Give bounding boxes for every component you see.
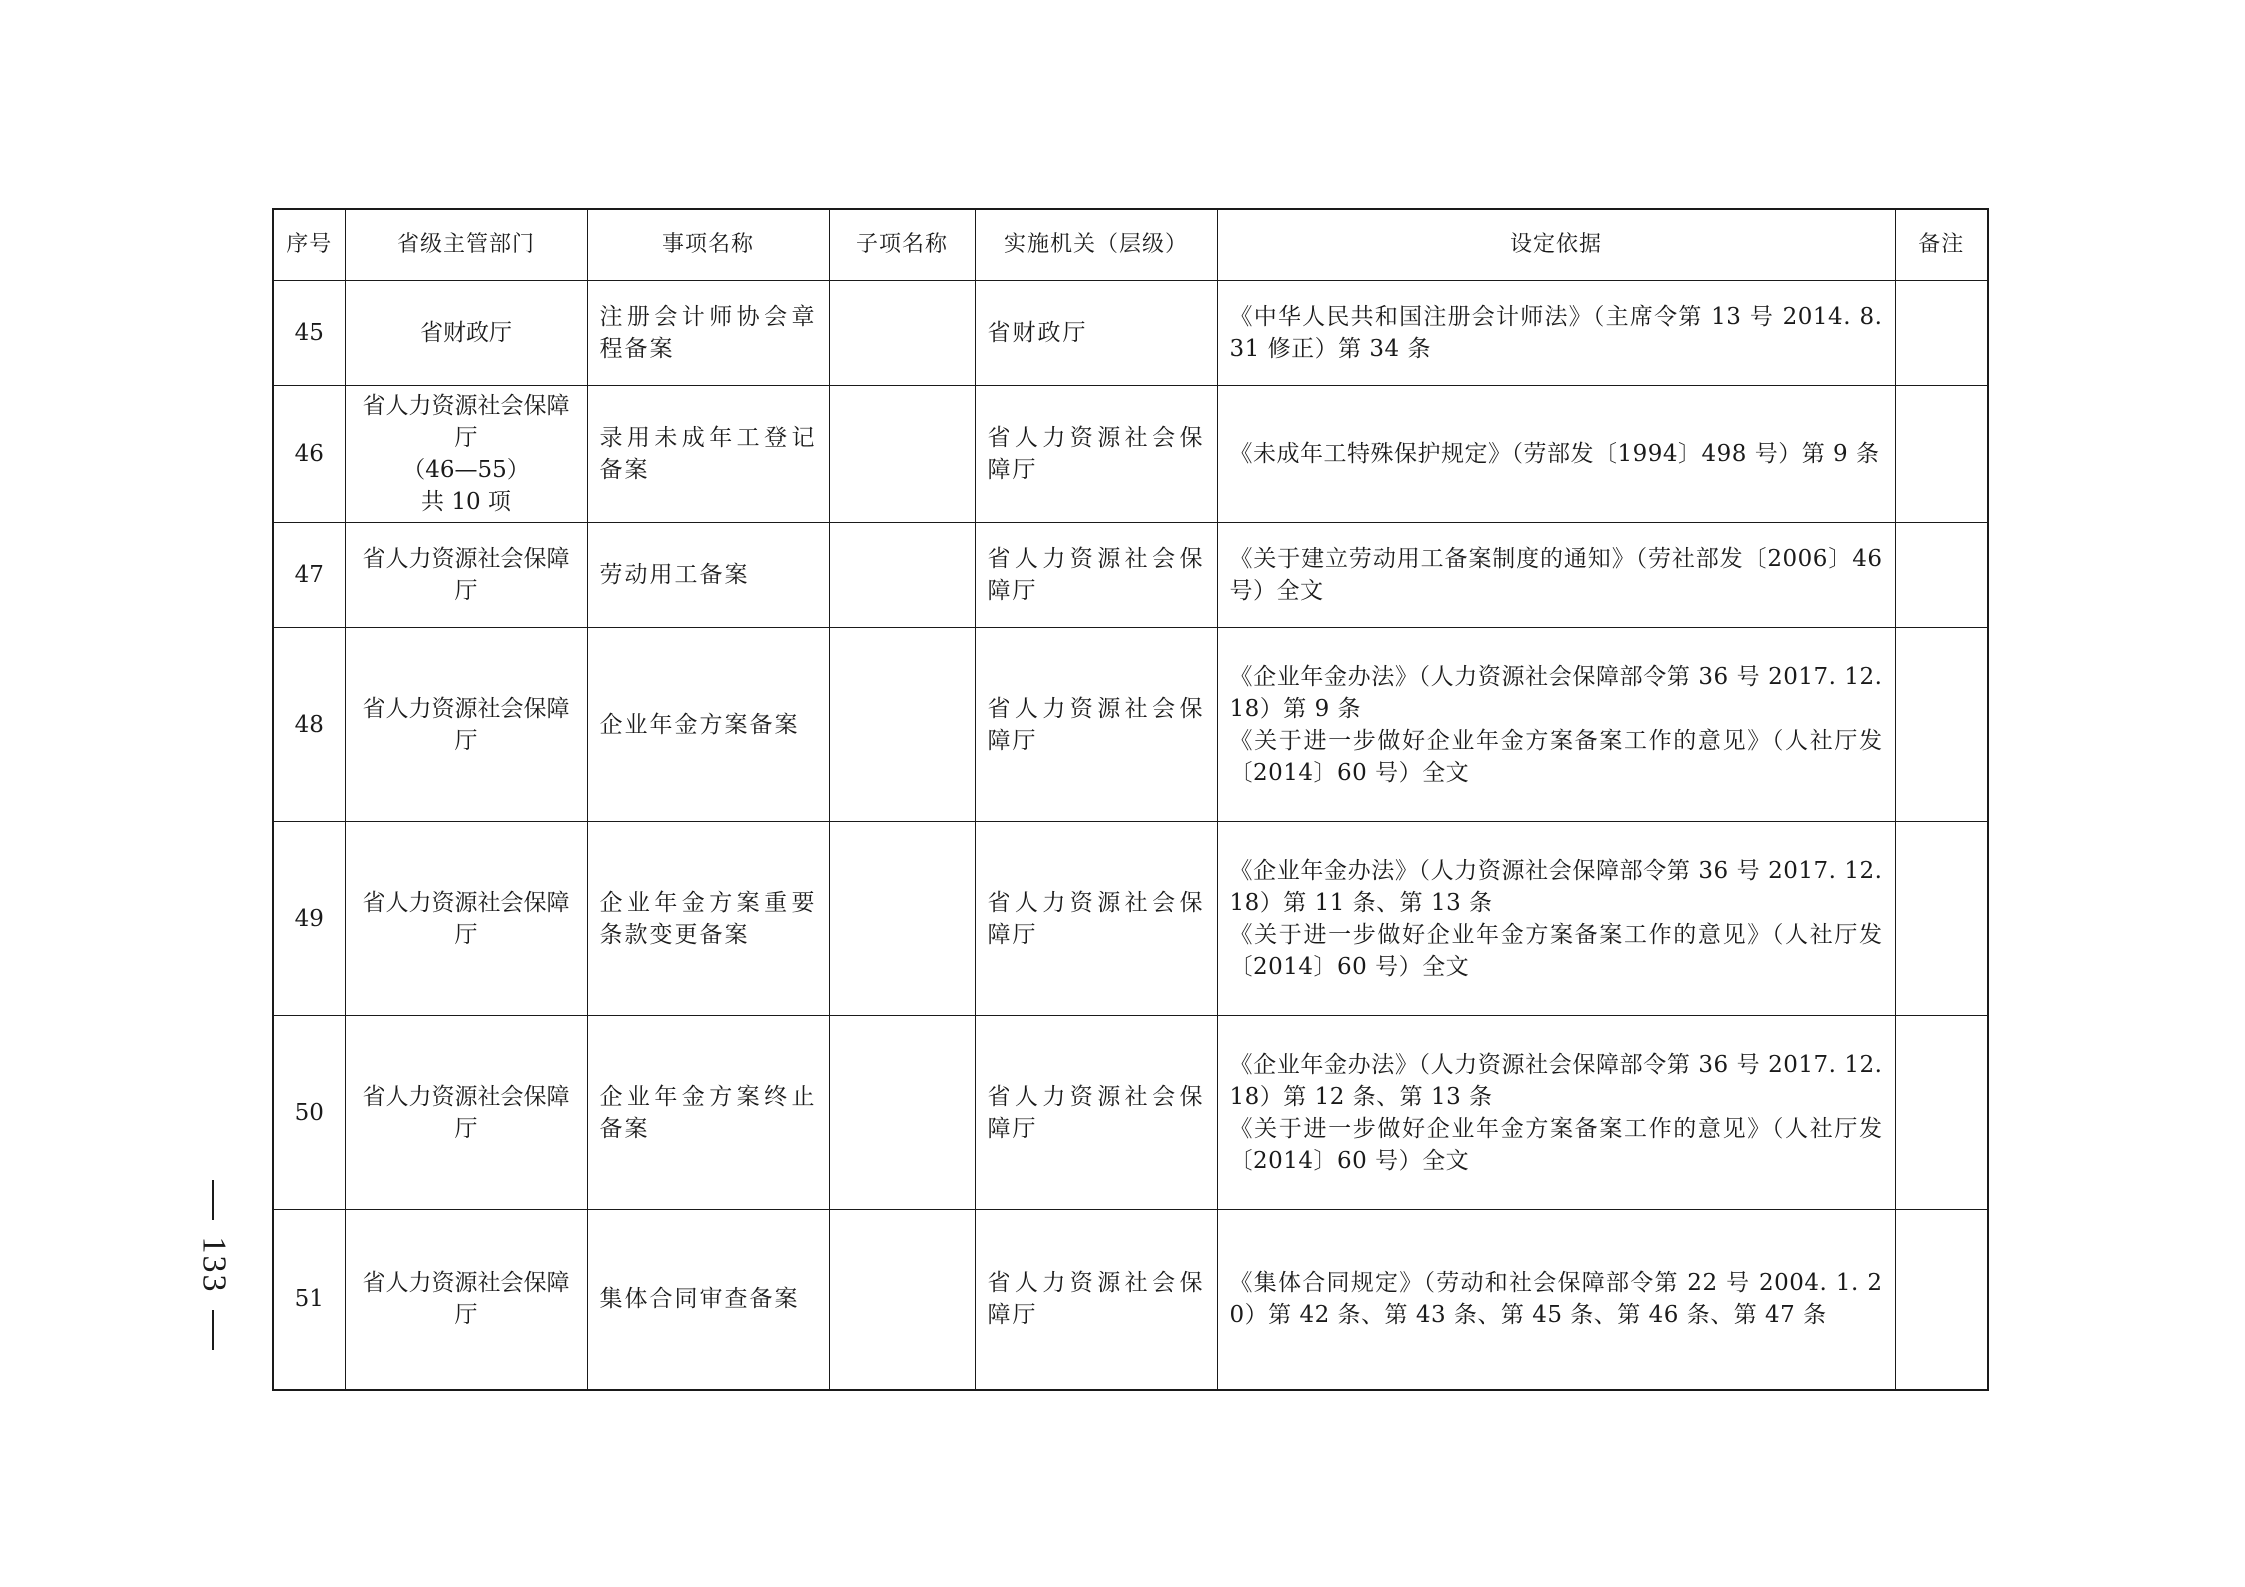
table-row — [273, 822, 1988, 1016]
table-header-row — [273, 209, 1988, 281]
cell-no: 50 — [273, 1016, 345, 1210]
cell-sub — [829, 281, 975, 386]
administrative-items-table — [272, 208, 1989, 1391]
cell-dept — [345, 386, 587, 523]
cell-agency: 省人力资源社会保障厅 — [975, 1016, 1217, 1210]
cell-basis — [1217, 281, 1895, 386]
page-number-dash-bottom — [212, 1310, 214, 1350]
cell-basis — [1217, 1016, 1895, 1210]
cell-note — [1895, 386, 1988, 523]
cell-sub — [829, 1016, 975, 1210]
table-row — [273, 523, 1988, 628]
cell-agency: 省人力资源社会保障厅 — [975, 386, 1217, 523]
dept-line: 省人力资源社会保障厅 — [362, 889, 570, 948]
dept-line: 省人力资源社会保障厅 — [362, 1083, 570, 1142]
cell-dept — [345, 281, 587, 386]
cell-agency: 省人力资源社会保障厅 — [975, 523, 1217, 628]
basis-line: 《集体合同规定》（劳动和社会保障部令第 22 号 2004. 1. 20）第 42 条、第 43 条、第 45 条、第 46 条、第 47 条 — [1229, 1270, 1883, 1329]
cell-basis — [1217, 1210, 1895, 1390]
dept-line: 省人力资源社会保障厅 — [362, 546, 570, 604]
cell-item: 企业年金方案备案 — [587, 628, 829, 822]
header-basis: 设定依据 — [1217, 209, 1895, 281]
basis-line: 《关于建立劳动用工备案制度的通知》（劳社部发〔2006〕46 号）全文 — [1229, 546, 1883, 604]
cell-dept — [345, 1210, 587, 1390]
header-item: 事项名称 — [587, 209, 829, 281]
header-no: 序号 — [273, 209, 345, 281]
cell-note — [1895, 1210, 1988, 1390]
cell-note — [1895, 523, 1988, 628]
basis-line: 《中华人民共和国注册会计师法》（主席令第 13 号 2014. 8. 31 修正）第 34 条 — [1229, 304, 1883, 362]
cell-item: 集体合同审查备案 — [587, 1210, 829, 1390]
header-sub: 子项名称 — [829, 209, 975, 281]
basis-line: 《关于进一步做好企业年金方案备案工作的意见》（人社厅发〔2014〕60 号）全文 — [1229, 727, 1883, 786]
cell-note — [1895, 822, 1988, 1016]
cell-no: 51 — [273, 1210, 345, 1390]
table-row — [273, 386, 1988, 523]
dept-line: 省人力资源社会保障厅 — [362, 1270, 570, 1329]
cell-sub — [829, 822, 975, 1016]
cell-agency: 省财政厅 — [975, 281, 1217, 386]
cell-item: 录用未成年工登记备案 — [587, 386, 829, 523]
header-dept: 省级主管部门 — [345, 209, 587, 281]
dept-line: 省人力资源社会保障厅 — [362, 393, 570, 451]
table-row — [273, 628, 1988, 822]
basis-line: 《关于进一步做好企业年金方案备案工作的意见》（人社厅发〔2014〕60 号）全文 — [1229, 1115, 1883, 1174]
cell-agency: 省人力资源社会保障厅 — [975, 1210, 1217, 1390]
table-row — [273, 1210, 1988, 1390]
cell-no: 48 — [273, 628, 345, 822]
cell-basis — [1217, 386, 1895, 523]
table-row — [273, 1016, 1988, 1210]
cell-item: 注册会计师协会章程备案 — [587, 281, 829, 386]
cell-no: 45 — [273, 281, 345, 386]
cell-note — [1895, 628, 1988, 822]
cell-dept — [345, 523, 587, 628]
page-number — [178, 1180, 248, 1350]
cell-no: 46 — [273, 386, 345, 523]
cell-sub — [829, 1210, 975, 1390]
dept-line: 共 10 项 — [421, 489, 511, 515]
cell-item: 企业年金方案重要条款变更备案 — [587, 822, 829, 1016]
basis-line: 《企业年金办法》（人力资源社会保障部令第 36 号 2017. 12. 18）第 12 条、第 13 条 — [1229, 1051, 1883, 1110]
dept-line: 省财政厅 — [420, 320, 512, 346]
cell-sub — [829, 523, 975, 628]
dept-line: （46—55） — [402, 457, 530, 483]
cell-item: 企业年金方案终止备案 — [587, 1016, 829, 1210]
cell-dept — [345, 822, 587, 1016]
page-number-dash-top — [212, 1180, 214, 1220]
basis-line: 《企业年金办法》（人力资源社会保障部令第 36 号 2017. 12. 18）第 11 条、第 13 条 — [1229, 857, 1883, 916]
cell-note — [1895, 1016, 1988, 1210]
basis-line: 《关于进一步做好企业年金方案备案工作的意见》（人社厅发〔2014〕60 号）全文 — [1229, 921, 1883, 980]
basis-line: 《企业年金办法》（人力资源社会保障部令第 36 号 2017. 12. 18）第 9 条 — [1229, 663, 1883, 722]
page-number-text: 133 — [195, 1236, 232, 1294]
cell-item: 劳动用工备案 — [587, 523, 829, 628]
cell-dept — [345, 1016, 587, 1210]
cell-dept — [345, 628, 587, 822]
basis-line: 《未成年工特殊保护规定》（劳部发〔1994〕498 号）第 9 条 — [1229, 441, 1880, 467]
dept-line: 省人力资源社会保障厅 — [362, 695, 570, 754]
cell-sub — [829, 628, 975, 822]
cell-agency: 省人力资源社会保障厅 — [975, 628, 1217, 822]
table-row — [273, 281, 1988, 386]
cell-sub — [829, 386, 975, 523]
cell-no: 47 — [273, 523, 345, 628]
cell-agency: 省人力资源社会保障厅 — [975, 822, 1217, 1016]
cell-no: 49 — [273, 822, 345, 1016]
cell-basis — [1217, 822, 1895, 1016]
cell-note — [1895, 281, 1988, 386]
header-note: 备注 — [1895, 209, 1988, 281]
cell-basis — [1217, 628, 1895, 822]
cell-basis — [1217, 523, 1895, 628]
header-agency: 实施机关（层级） — [975, 209, 1217, 281]
